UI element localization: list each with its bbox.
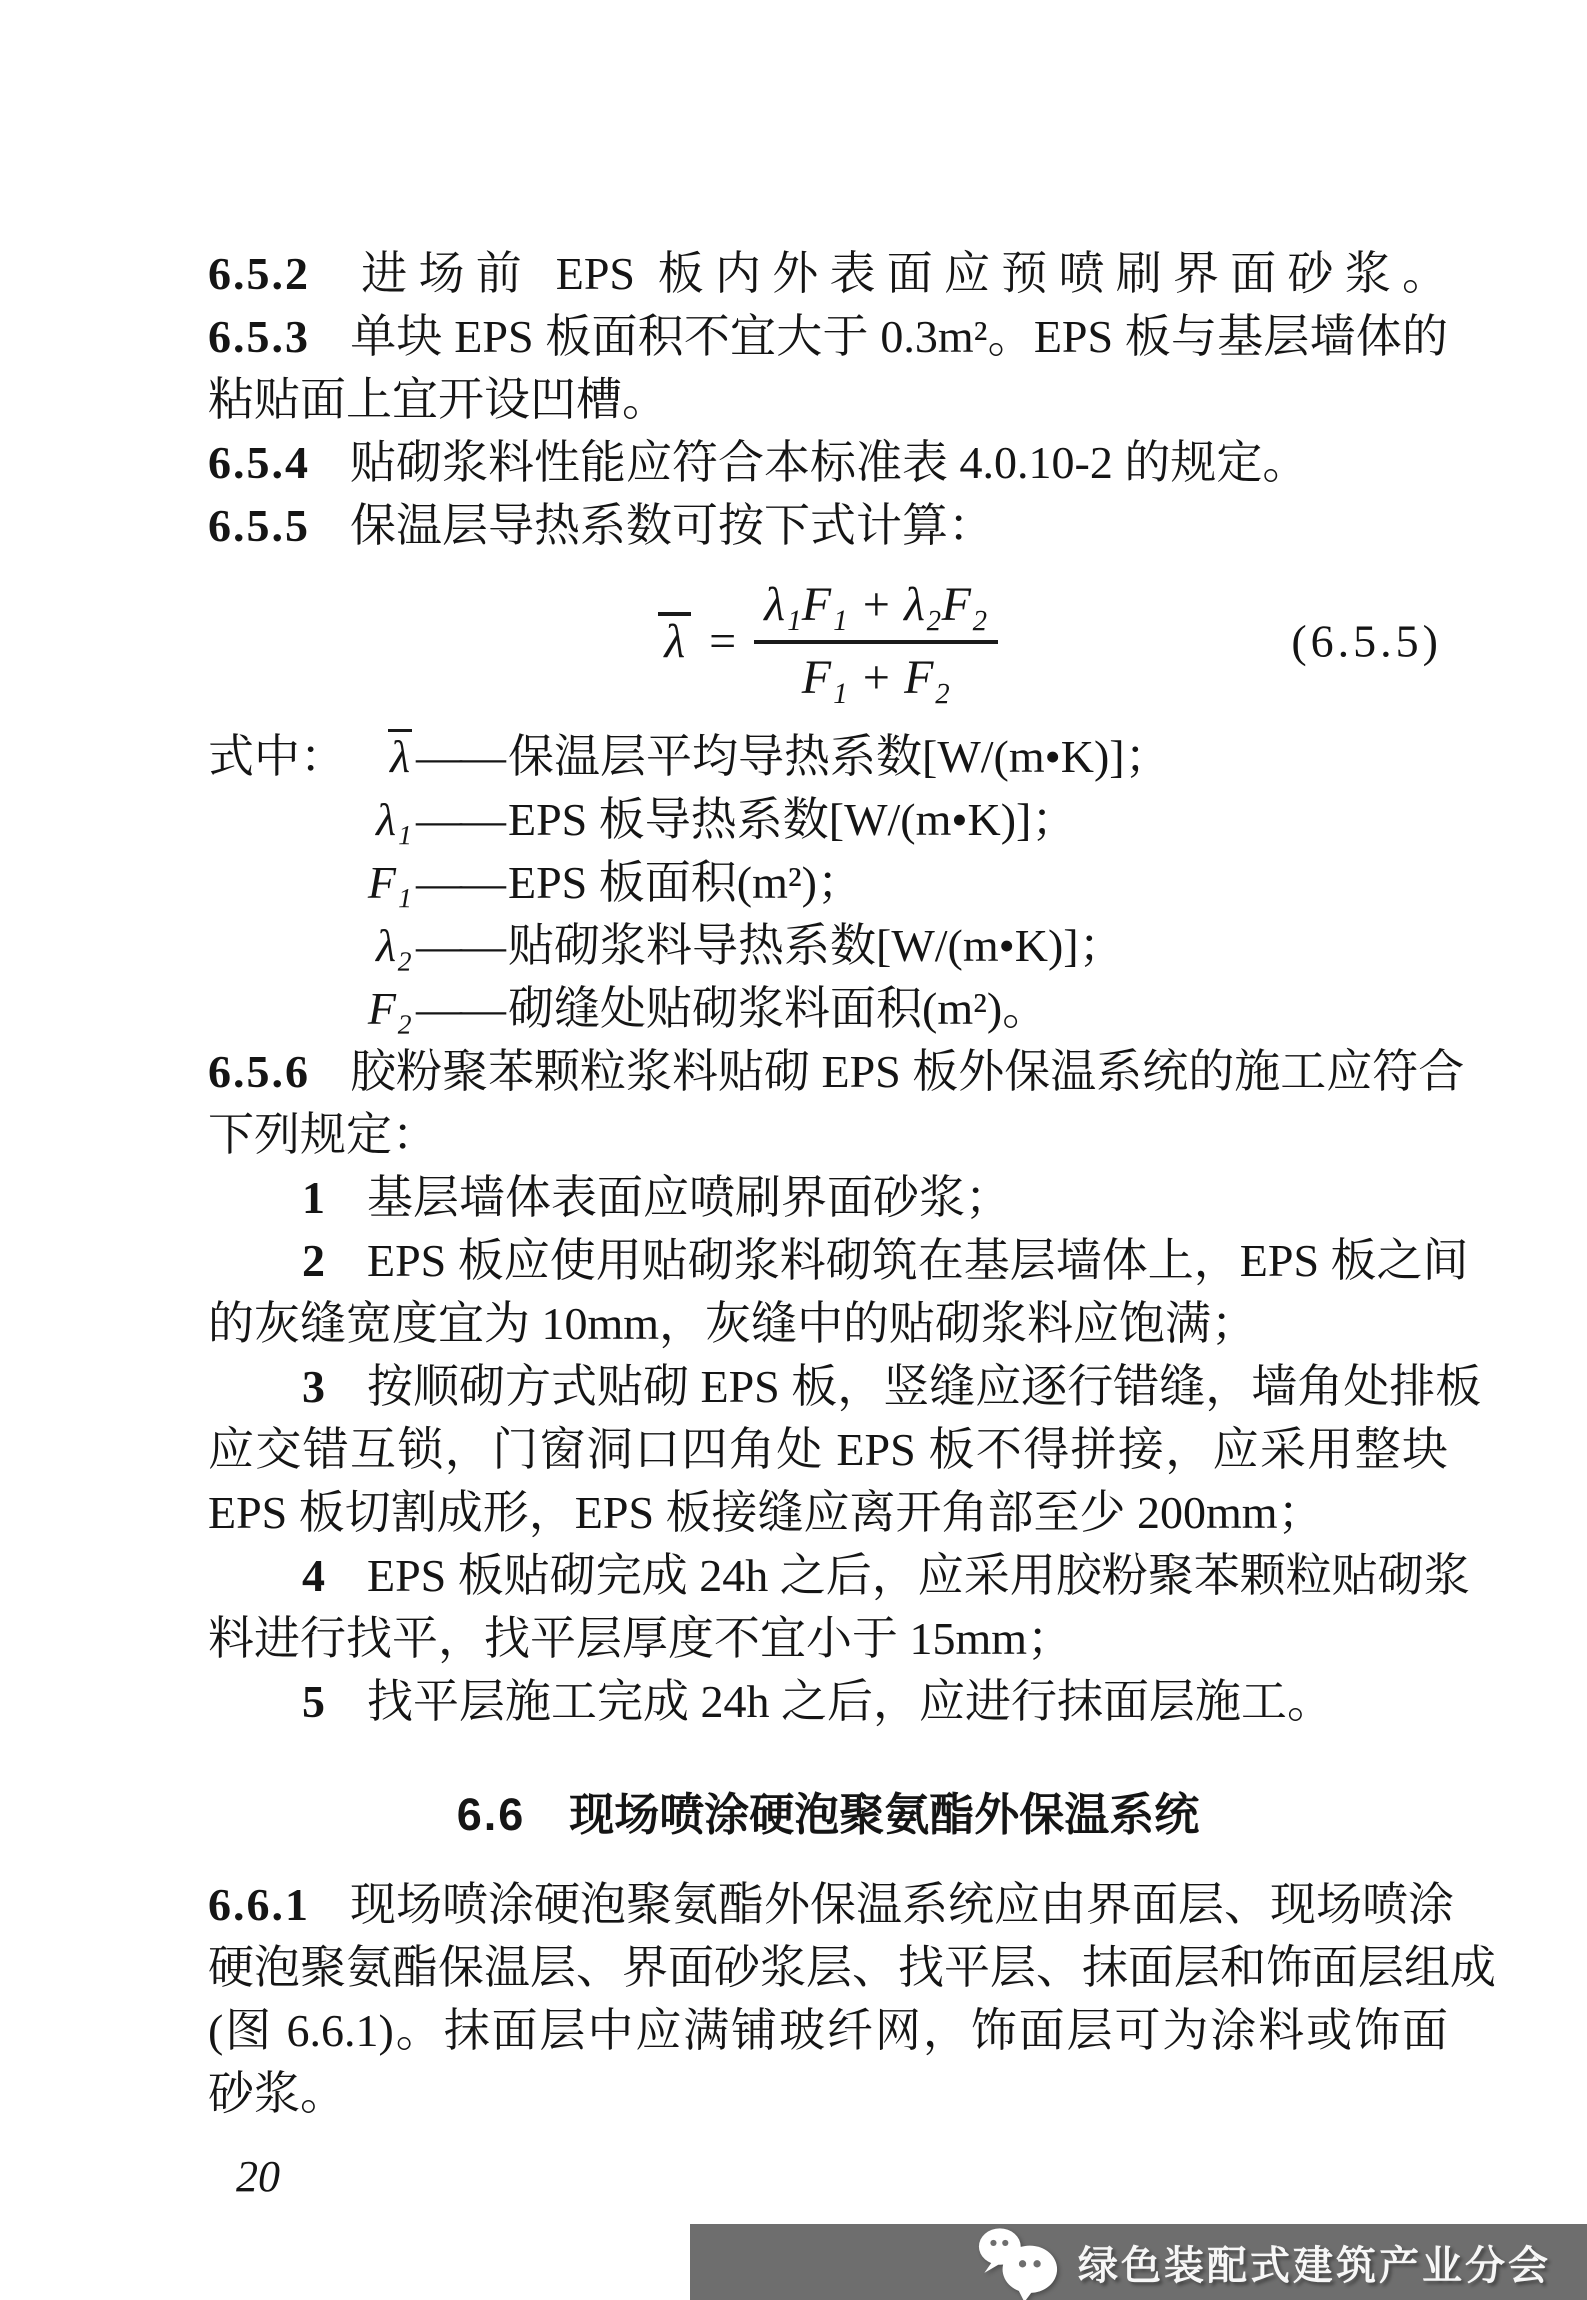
fraction-denominator: F₁ + F₂ bbox=[754, 640, 997, 705]
clause-text: 硬泡聚氨酯保温层、界面砂浆层、找平层、抹面层和饰面层组成 bbox=[208, 1942, 1496, 1993]
clause-number: 6.5.2 bbox=[208, 248, 310, 299]
equation-body bbox=[658, 577, 997, 705]
list-item-1 bbox=[208, 1166, 1448, 1229]
item-text: EPS 板贴砌完成 24h 之后，应采用胶粉聚苯颗粒贴砌浆 bbox=[367, 1550, 1470, 1601]
symbol: λ bbox=[390, 731, 410, 782]
clause-6.5.6-line2 bbox=[208, 1103, 1448, 1166]
clause-number: 6.5.6 bbox=[208, 1046, 310, 1097]
symbol: F₁ bbox=[367, 857, 412, 908]
item-number: 4 bbox=[302, 1550, 327, 1601]
wechat-icon bbox=[972, 2222, 1064, 2300]
definition: 贴砌浆料导热系数[W/(m•K)]； bbox=[508, 920, 1125, 971]
clause-6.6.1-line3 bbox=[208, 1999, 1448, 2062]
dash: —— bbox=[416, 920, 504, 971]
item-text: 按顺砌方式贴砌 EPS 板，竖缝应逐行错缝，墙角处排板 bbox=[367, 1361, 1482, 1412]
list-item-4-line1 bbox=[208, 1544, 1470, 1607]
symbol: F₂ bbox=[367, 983, 412, 1034]
definition: 保温层平均导热系数[W/(m•K)]； bbox=[508, 731, 1171, 782]
where-item-F1 bbox=[208, 851, 1448, 914]
clause-text: 进场前 EPS 板内外表面应预喷刷界面砂浆。 bbox=[350, 248, 1448, 299]
footer-org-name: 绿色装配式建筑产业分会 bbox=[1078, 2243, 1551, 2288]
clause-text: 单块 EPS 板面积不宜大于 0.3m²。EPS 板与基层墙体的 bbox=[350, 311, 1448, 362]
clause-text: (图 6.6.1)。抹面层中应满铺玻纤网，饰面层可为涂料或饰面 bbox=[208, 2005, 1448, 2056]
dash: —— bbox=[416, 983, 504, 1034]
list-item-3-line3 bbox=[208, 1481, 1448, 1544]
page-body bbox=[208, 242, 1496, 2208]
definition: EPS 板面积(m²)； bbox=[508, 857, 863, 908]
clause-text: 砂浆。 bbox=[208, 2068, 346, 2119]
equals-sign: = bbox=[709, 614, 737, 668]
where-item-lambda2 bbox=[208, 914, 1448, 977]
fraction bbox=[754, 577, 997, 705]
clause-text: 粘贴面上宜开设凹槽。 bbox=[208, 374, 668, 425]
where-item-F2 bbox=[208, 977, 1448, 1040]
clause-6.6.1-line2 bbox=[208, 1936, 1496, 1999]
clause-text: 胶粉聚苯颗粒浆料贴砌 EPS 板外保温系统的施工应符合 bbox=[350, 1046, 1465, 1097]
item-number: 5 bbox=[302, 1676, 327, 1727]
dash: —— bbox=[416, 731, 504, 782]
item-text: 找平层施工完成 24h 之后，应进行抹面层施工。 bbox=[367, 1676, 1333, 1727]
clause-text: 贴砌浆料性能应符合本标准表 4.0.10-2 的规定。 bbox=[350, 437, 1309, 488]
equation-6.5.5 bbox=[208, 557, 1448, 725]
page-number: 20 bbox=[236, 2152, 280, 2201]
clause-6.5.6-line1 bbox=[208, 1040, 1465, 1103]
item-text: 应交错互锁，门窗洞口四角处 EPS 板不得拼接，应采用整块 bbox=[208, 1424, 1448, 1475]
definition: EPS 板导热系数[W/(m•K)]； bbox=[508, 794, 1078, 845]
section-title: 现场喷涂硬泡聚氨酯外保温系统 bbox=[569, 1789, 1200, 1840]
clause-number: 6.6.1 bbox=[208, 1879, 310, 1930]
where-item-lambda-bar bbox=[208, 725, 1448, 788]
fraction-numerator: λ₁F₁ + λ₂F₂ bbox=[764, 578, 988, 631]
clause-6.5.4-line1 bbox=[208, 431, 1448, 494]
clause-6.5.3-line2 bbox=[208, 368, 1448, 431]
clause-6.6.1-line1 bbox=[208, 1873, 1454, 1936]
clause-text: 下列规定： bbox=[208, 1109, 438, 1160]
list-item-4-line2 bbox=[208, 1607, 1448, 1670]
clause-6.5.5-line1 bbox=[208, 494, 1448, 557]
item-text: EPS 板应使用贴砌浆料砌筑在基层墙体上，EPS 板之间 bbox=[367, 1235, 1469, 1286]
clause-number: 6.5.5 bbox=[208, 500, 310, 551]
clause-6.5.3-line1 bbox=[208, 305, 1448, 368]
clause-6.6.1-line4 bbox=[208, 2062, 1448, 2125]
item-number: 3 bbox=[302, 1361, 327, 1412]
where-item-lambda1 bbox=[208, 788, 1448, 851]
where-prefix: 式中： bbox=[208, 731, 346, 782]
list-item-3-line1 bbox=[208, 1355, 1482, 1418]
clause-6.5.2-line1 bbox=[208, 242, 1448, 305]
lambda-bar-symbol: λ bbox=[658, 612, 691, 671]
list-item-5 bbox=[208, 1670, 1448, 1733]
list-item-2-line1 bbox=[208, 1229, 1469, 1292]
list-item-3-line2 bbox=[208, 1418, 1448, 1481]
dash: —— bbox=[416, 794, 504, 845]
definition: 砌缝处贴砌浆料面积(m²)。 bbox=[508, 983, 1049, 1034]
dash: —— bbox=[416, 857, 504, 908]
clause-number: 6.5.3 bbox=[208, 311, 310, 362]
item-text: 的灰缝宽度宜为 10mm，灰缝中的贴砌浆料应饱满； bbox=[208, 1298, 1258, 1349]
list-item-2-line2 bbox=[208, 1292, 1448, 1355]
item-text: 料进行找平，找平层厚度不宜小于 15mm； bbox=[208, 1613, 1074, 1664]
symbol: λ₁ bbox=[376, 794, 412, 845]
section-heading-6.6 bbox=[208, 1783, 1448, 1846]
item-text: EPS 板切割成形，EPS 板接缝应离开角部至少 200mm； bbox=[208, 1487, 1324, 1538]
symbol: λ₂ bbox=[376, 920, 412, 971]
item-text: 基层墙体表面应喷刷界面砂浆； bbox=[367, 1172, 1011, 1223]
item-number: 1 bbox=[302, 1172, 327, 1223]
section-number: 6.6 bbox=[456, 1789, 526, 1840]
footer-banner bbox=[690, 2224, 1587, 2300]
equation-number: (6.5.5) bbox=[1291, 615, 1442, 667]
clause-text: 现场喷涂硬泡聚氨酯外保温系统应由界面层、现场喷涂 bbox=[350, 1879, 1454, 1930]
item-number: 2 bbox=[302, 1235, 327, 1286]
clause-number: 6.5.4 bbox=[208, 437, 310, 488]
clause-text: 保温层导热系数可按下式计算： bbox=[350, 500, 994, 551]
